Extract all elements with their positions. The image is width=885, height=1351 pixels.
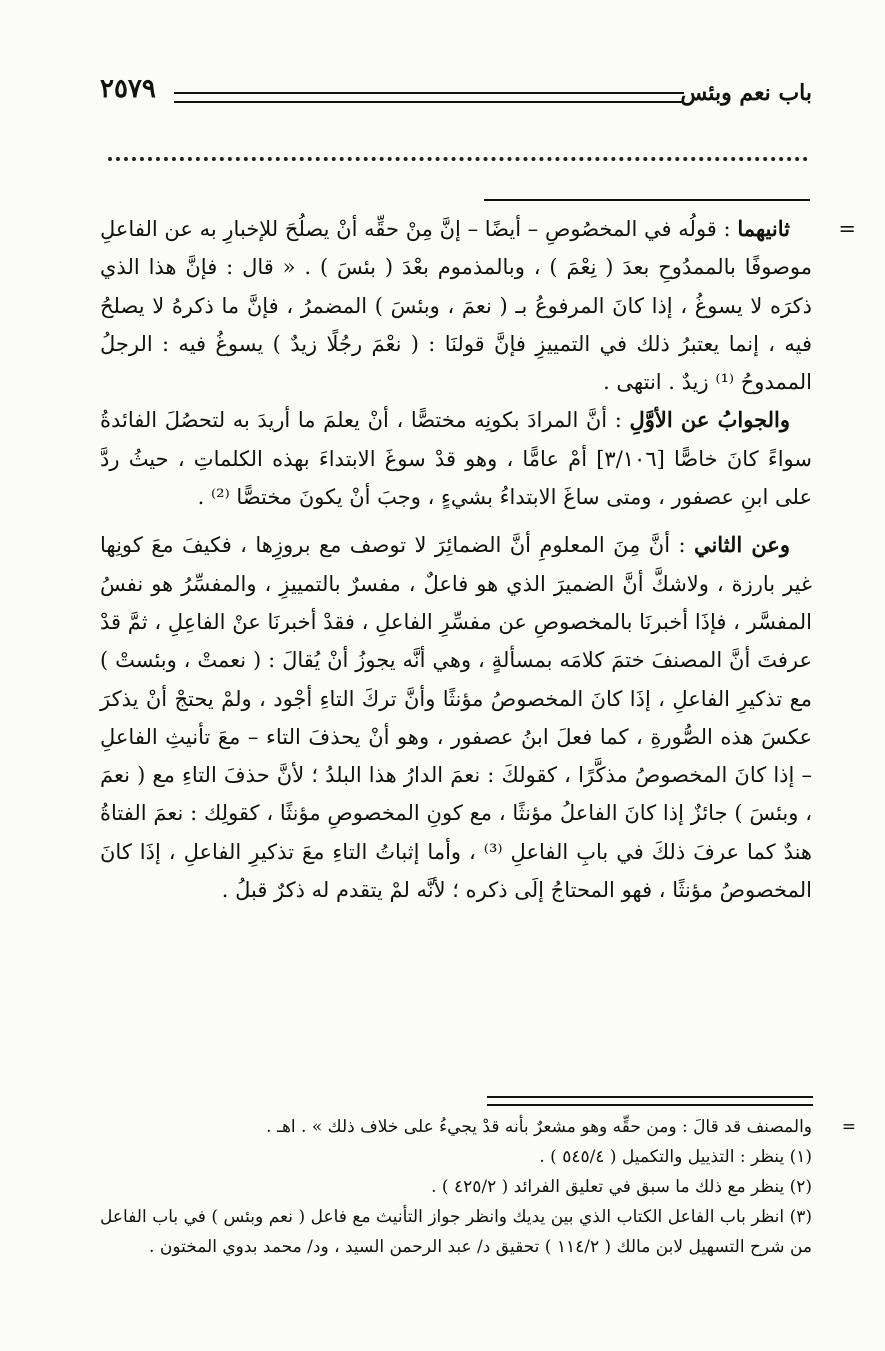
page-number: ٢٥٧٩ — [100, 74, 156, 104]
paragraph-lead: والجوابُ عن الأوَّلِ — [629, 407, 791, 433]
paragraph-1 — [100, 210, 856, 401]
footnote-text: والمصنف قد قالَ : ومن حقِّه وهو مشعرٌ بأنه قدْ يجيءُ على خلاف ذلك » . اهـ . — [266, 1117, 812, 1137]
section-rule — [484, 199, 810, 201]
paragraph-lead: ثانيهما — [737, 216, 790, 241]
header-rule — [174, 92, 684, 103]
footnote-2: (٢) ينظر مع ذلك ما سبق في تعليق الفرائد ( ٤٢٥/٢ ) . — [431, 1177, 812, 1197]
footnote-rule — [487, 1096, 813, 1106]
running-header — [100, 74, 812, 120]
footnote-continuation — [100, 1112, 856, 1142]
paragraph-lead: وعن الثاني — [693, 532, 790, 558]
paragraph-text: : أنَّ المرادَ بكونِه مختصًّا ، أنْ يعلمَ ما أريدَ به لتحصُلَ الفائدةُ سواءً كانَ خاصًّا [٣/١٠٦] أمْ عامًّا ، وهو قدْ سوغَ الابتداءَ بهذه الكلماتِ ، حيثُ ردَّ على ابنِ عصفور ، ومتى ساغَ الابتداءُ بشيءٍ ، وجبَ أنْ يكونَ مختصًّا ⁽²⁾ . — [100, 408, 812, 510]
main-text — [100, 210, 856, 909]
continuation-mark: = — [841, 1117, 856, 1137]
paragraph-2 — [100, 401, 812, 516]
chapter-title: باب نعم وبئس — [680, 80, 812, 106]
dotted-separator — [108, 157, 808, 161]
footnote-1: (١) ينظر : التذييل والتكميل ( ٥٤٥/٤ ) . — [539, 1147, 812, 1167]
paragraph-3 — [100, 526, 812, 909]
paragraph-text: : أنَّ مِنَ المعلومِ أنَّ الضمائِرَ لا توصف مع بروزِها ، فكيفَ معَ كونِها غير بارزة ، ولاشكَّ أنَّ الضميرَ الذي هو فاعلٌ ، مفسرٌ بالتمييزِ ، والمفسِّرُ هو نفسُ المفسَّر ، فإذَا أخبرنَا بالمخصوصِ عن مفسِّرِ الفاعلِ ، فقدْ أخبرنَا عنْ الفاعِلِ ، ثمَّ قدْ عرفتَ أنَّ المصنفَ ختمَ كلامَه بمسألةٍ ، وهي أنَّه يجوزُ أنْ يُقالَ : ( نعمتْ ، وبئستْ ) مع تذكيرِ الفاعلِ ، إذَا كانَ المخصوصُ مؤنثًا وأنَّ تركَ التاءِ أجْود ، ولمْ يحتجْ أنْ يذكرَ عكسَ هذه الصُّورةِ ، كما فعلَ ابنُ عصفور ، وهو أنْ يحذفَ التاء – معَ تأنيثِ الفاعلِ – إذا كانَ المخصوصُ مذكَّرًا ، كقولكَ : نعمَ الدارُ هذا البلدُ ؛ لأنَّ حذفَ التاءِ مع ( نعمَ ، وبئسَ ) جائزٌ إذا كانَ الفاعلُ مؤنثًا ، مع كونِ المخصوصِ مؤنثًا ، كقولِك : نعمَ الفتاةُ هندٌ كما عرفَ ذلكَ في بابِ الفاعلِ ⁽³⁾ ، وأما إثباتُ التاءِ معَ تذكيرِ الفاعلِ ، إذَا كانَ المخصوصُ مؤنثًا ، فهو المحتاجُ إلَى ذكره ؛ لأنَّه لمْ يتقدم له ذكرٌ قبلُ . — [100, 533, 812, 903]
continuation-mark: = — [838, 217, 856, 241]
paragraph-text: : قولُه في المخصُوصِ – أيضًا – إنَّ مِنْ حقِّه أنْ يصلُحَ للإخبارِ به عن الفاعلِ موصوفًا بالممدُوحِ بعدَ ( نِعْمَ ) ، وبالمذموم بعْدَ ( بئسَ ) . « قال : فإنَّ هذا الذي ذكرَه لا يسوغُ ، إذا كانَ المرفوعُ بـ ( نعمَ ، وبئسَ ) المضمرُ ، فإنَّ ما ذكرهُ لا يصلحُ فيه ، إنما يعتبرُ ذلك في التمييزِ فإنَّ قولنَا : ( نعْمَ رجُلًا زيدٌ ) يسوغُ فيه : الرجلُ الممدوحُ ⁽¹⁾ زيدٌ . انتهى . — [100, 217, 812, 395]
footnote-3: (٣) انظر باب الفاعل الكتاب الذي بين يديك وانظر جواز التأنيث مع فاعل ( نعم وبئس ) في باب الفاعل من شرح التسهيل لابن مالك ( ١١٤/٢ ) تحقيق د/ عبد الرحمن السيد ، ود/ محمد بدوي المختون . — [100, 1207, 812, 1257]
footnotes — [100, 1112, 856, 1262]
